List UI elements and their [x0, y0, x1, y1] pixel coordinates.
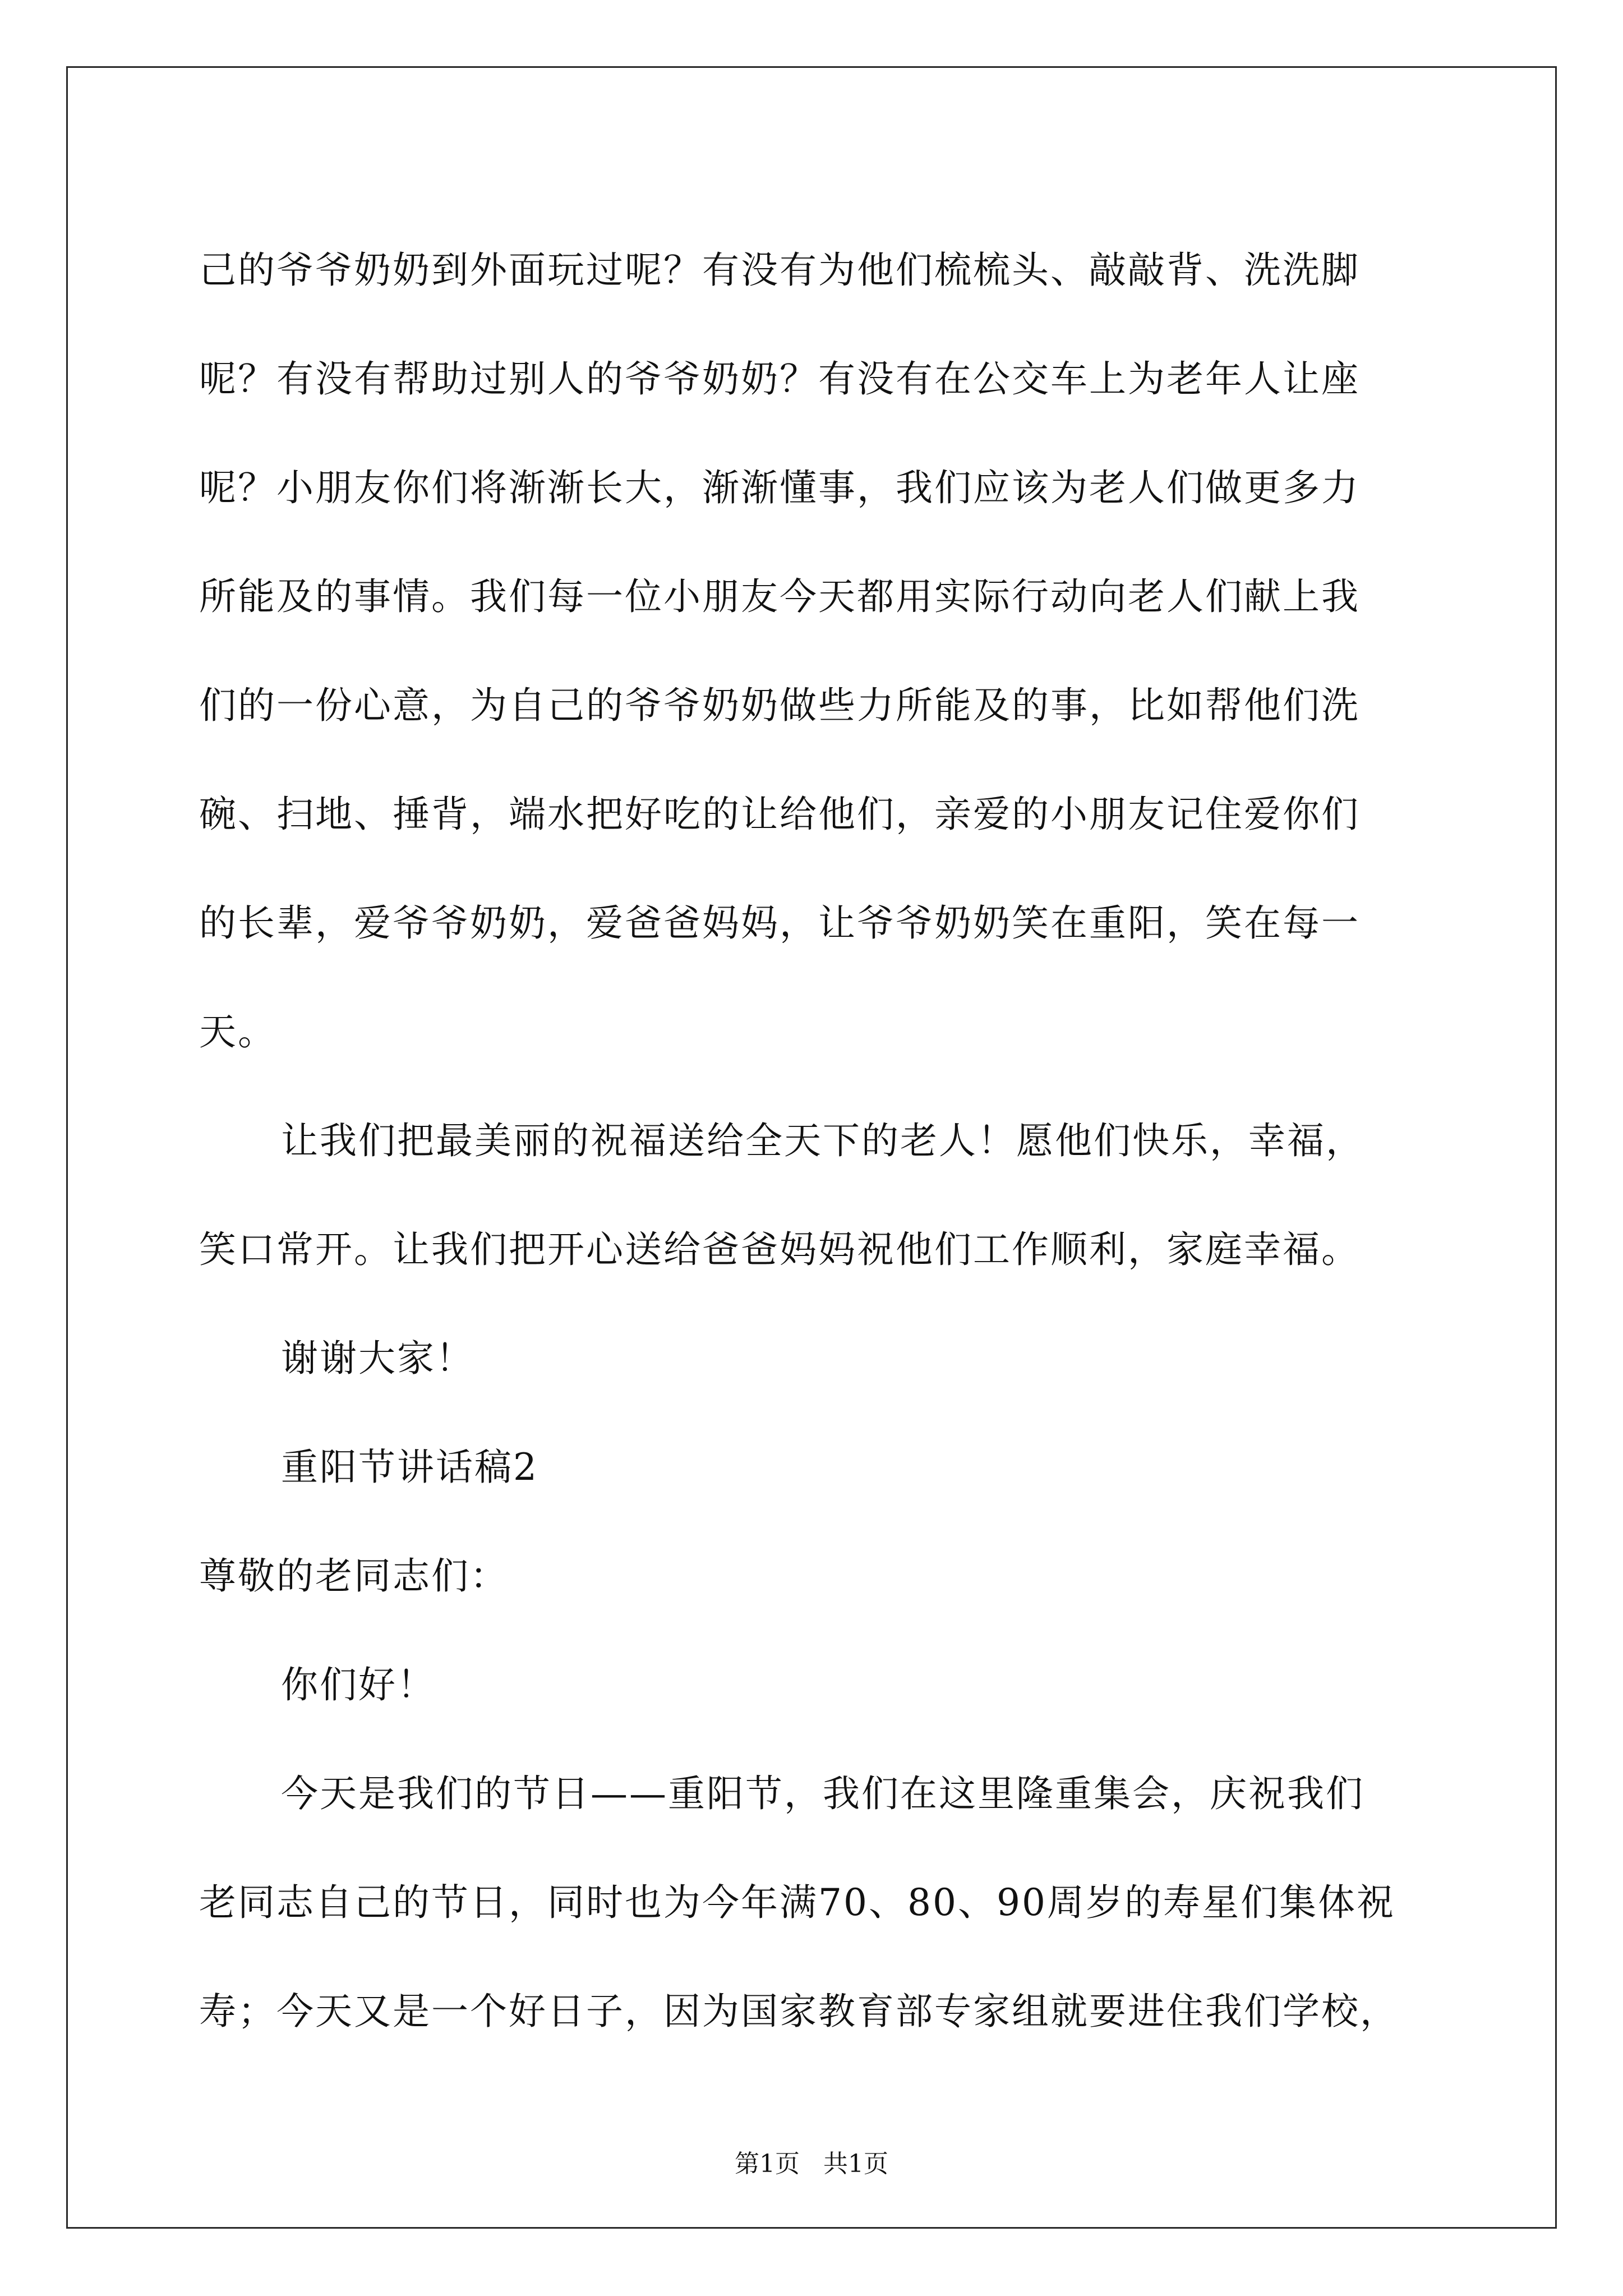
- text-line: 老同志自己的节日，同时也为今年满70、80、90周岁的寿星们集体祝: [199, 1881, 1395, 1924]
- page-total: 共1页: [823, 2150, 888, 2178]
- text-line: 碗、扫地、捶背，端水把好吃的让给他们，亲爱的小朋友记住爱你们: [199, 793, 1360, 836]
- text-line: 己的爷爷奶奶到外面玩过呢？有没有为他们梳梳头、敲敲背、洗洗脚: [199, 249, 1360, 292]
- document-body: [199, 216, 1433, 2066]
- text-line: 的长辈，爱爷爷奶奶，爱爸爸妈妈，让爷爷奶奶笑在重阳，笑在每一: [199, 901, 1360, 945]
- paragraph: [199, 1740, 1433, 2066]
- salutation: [199, 1522, 1433, 1631]
- text-line: 重阳节讲话稿2: [281, 1446, 538, 1489]
- text-line: 尊敬的老同志们：: [199, 1554, 509, 1598]
- greeting: [199, 1631, 1433, 1740]
- text-line: 你们好！: [281, 1663, 436, 1706]
- text-line: 所能及的事情。我们每一位小朋友今天都用实际行动向老人们献上我: [199, 575, 1360, 618]
- text-line: 让我们把最美丽的祝福送给全天下的老人！愿他们快乐，幸福，: [281, 1119, 1364, 1162]
- paragraph: [199, 1087, 1433, 1304]
- text-line: 们的一份心意，为自己的爷爷奶奶做些力所能及的事，比如帮他们洗: [199, 684, 1360, 727]
- section-title: [199, 1413, 1433, 1522]
- text-line: 寿；今天又是一个好日子，因为国家教育部专家组就要进住我们学校，: [199, 1990, 1399, 2033]
- text-line: 呢？有没有帮助过别人的爷爷奶奶？有没有在公交车上为老年人让座: [199, 357, 1360, 401]
- text-line: 今天是我们的节日——重阳节，我们在这里隆重集会，庆祝我们: [281, 1772, 1364, 1815]
- paragraph: [199, 1304, 1433, 1413]
- text-line: 天。: [199, 1010, 276, 1053]
- text-line: 呢？小朋友你们将渐渐长大，渐渐懂事，我们应该为老人们做更多力: [199, 466, 1360, 509]
- paragraph: [199, 216, 1433, 1087]
- text-line: 谢谢大家！: [281, 1337, 474, 1380]
- page-number: 第1页: [735, 2150, 800, 2178]
- page-footer: [0, 2147, 1623, 2181]
- text-line: 笑口常开。让我们把开心送给爸爸妈妈祝他们工作顺利，家庭幸福。: [199, 1228, 1360, 1271]
